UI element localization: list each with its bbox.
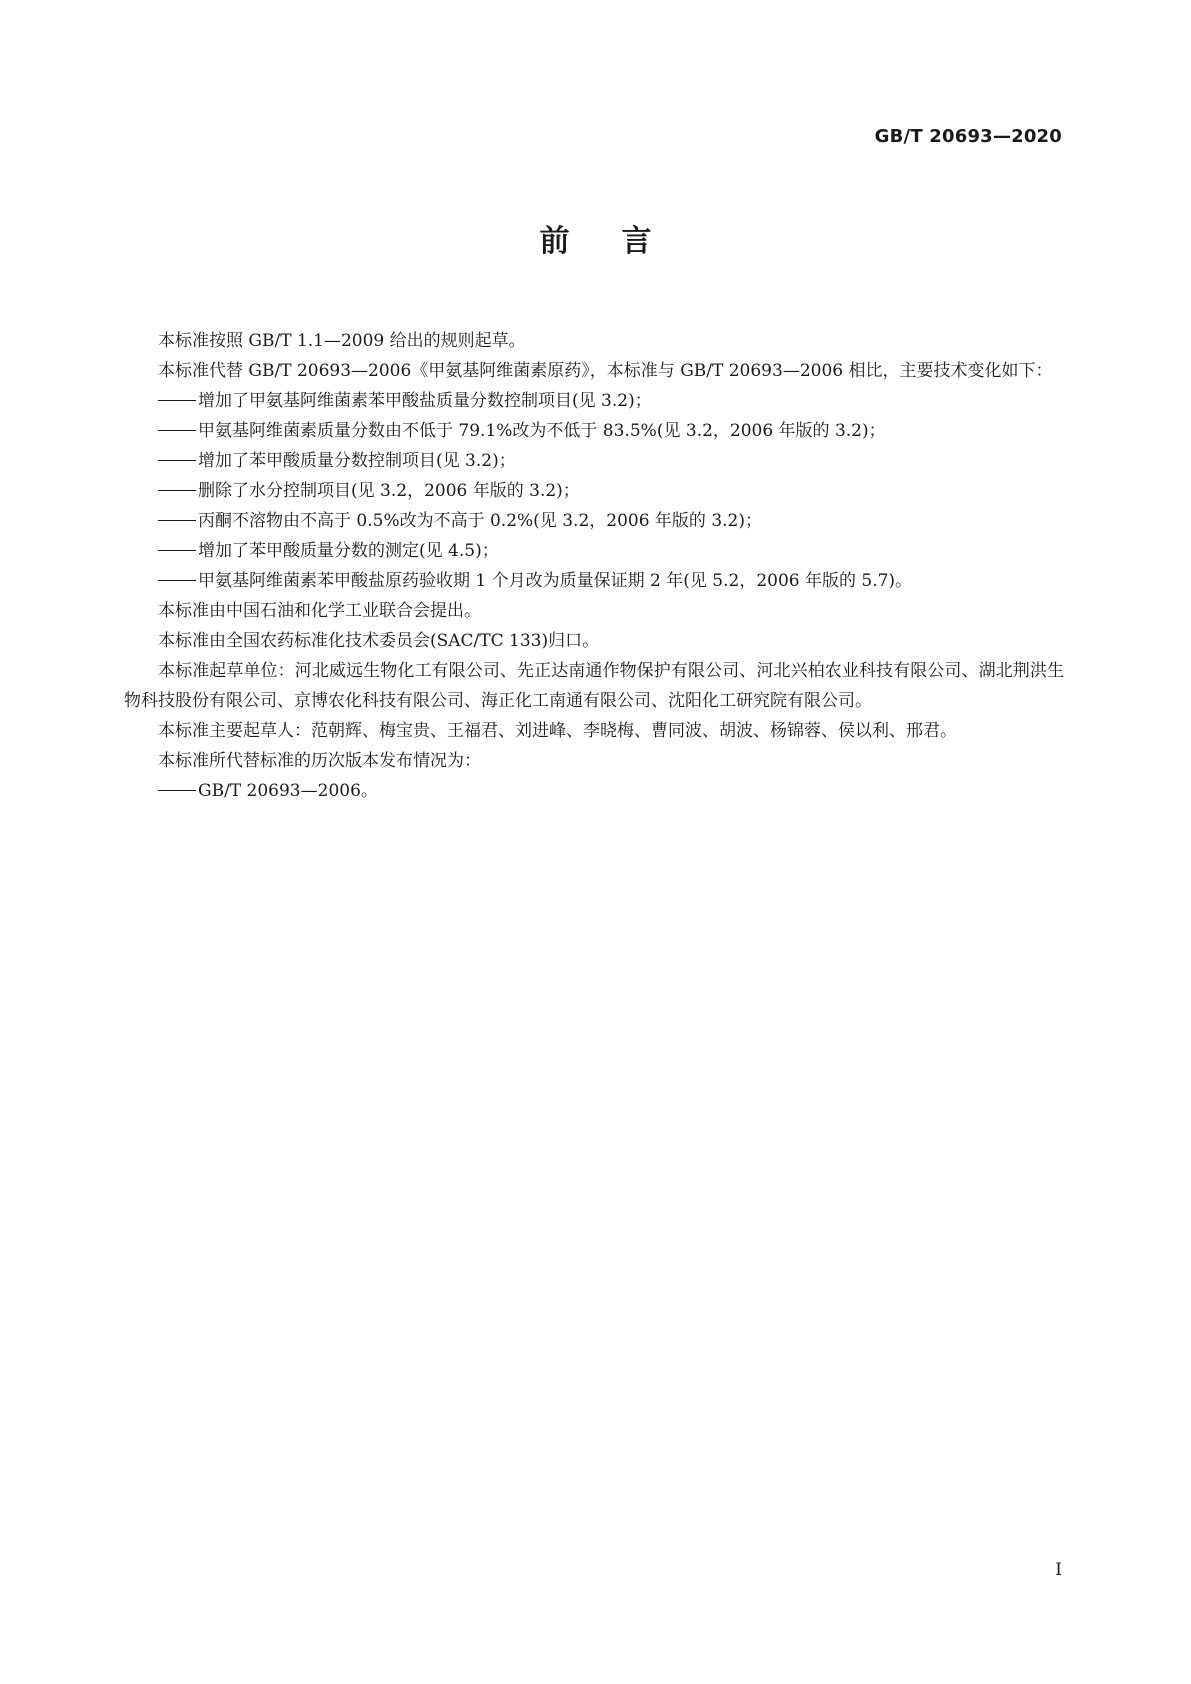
- list-item-text: GB/T 20693—2006。: [198, 781, 378, 801]
- paragraph: 本标准由全国农药标准化技术委员会(SAC/TC 133)归口。: [158, 631, 600, 651]
- list-item: [124, 566, 1064, 596]
- list-item: [124, 416, 1064, 446]
- list-item-text: 甲氨基阿维菌素质量分数由不低于 79.1%改为不低于 83.5%(见 3.2，2006 年版的 3.2)；: [198, 421, 886, 441]
- document-code: GB/T 20693—2020: [874, 126, 1062, 147]
- list-item: [124, 506, 1064, 536]
- list-item-text: 增加了甲氨基阿维菌素苯甲酸盐质量分数控制项目(见 3.2)；: [198, 391, 652, 411]
- em-dash: [158, 490, 196, 491]
- paragraph: 本标准起草单位：河北威远生物化工有限公司、先正达南通作物保护有限公司、河北兴柏农业科技有限公司、湖北荆洪生物科技股份有限公司、京博农化科技有限公司、海正化工南通有限公司、沈阳化工研究院有限公司。: [124, 661, 1064, 711]
- em-dash: [158, 580, 196, 581]
- list-item: [124, 536, 1064, 566]
- paragraph: 本标准按照 GB/T 1.1—2009 给出的规则起草。: [158, 331, 526, 351]
- em-dash: [158, 790, 196, 791]
- page-title: 前言: [539, 224, 704, 259]
- list-item-text: 丙酮不溶物由不高于 0.5%改为不高于 0.2%(见 3.2，2006 年版的 3.2)；: [198, 511, 762, 531]
- em-dash: [158, 430, 196, 431]
- list-item-text: 增加了苯甲酸质量分数控制项目(见 3.2)；: [198, 451, 516, 471]
- list-item: [124, 776, 1064, 806]
- em-dash: [158, 460, 196, 461]
- list-item-text: 增加了苯甲酸质量分数的测定(见 4.5)；: [198, 541, 499, 561]
- list-item: [124, 476, 1064, 506]
- list-item: [124, 446, 1064, 476]
- page-number: I: [1055, 1560, 1062, 1580]
- paragraph: 本标准由中国石油和化学工业联合会提出。: [158, 601, 481, 621]
- preface-body: [124, 326, 1064, 806]
- list-item-text: 甲氨基阿维菌素苯甲酸盐原药验收期 1 个月改为质量保证期 2 年(见 5.2，2006 年版的 5.7)。: [198, 571, 913, 591]
- paragraph: 本标准所代替标准的历次版本发布情况为：: [158, 751, 481, 771]
- paragraph: 本标准主要起草人：范朝辉、梅宝贵、王福君、刘进峰、李晓梅、曹同波、胡波、杨锦蓉、侯以利、邢君。: [158, 721, 957, 741]
- list-item: [124, 386, 1064, 416]
- em-dash: [158, 550, 196, 551]
- paragraph: 本标准代替 GB/T 20693—2006《甲氨基阿维菌素原药》，本标准与 GB/T 20693—2006 相比，主要技术变化如下：: [158, 361, 1053, 381]
- em-dash: [158, 400, 196, 401]
- list-item-text: 删除了水分控制项目(见 3.2，2006 年版的 3.2)；: [198, 481, 580, 501]
- em-dash: [158, 520, 196, 521]
